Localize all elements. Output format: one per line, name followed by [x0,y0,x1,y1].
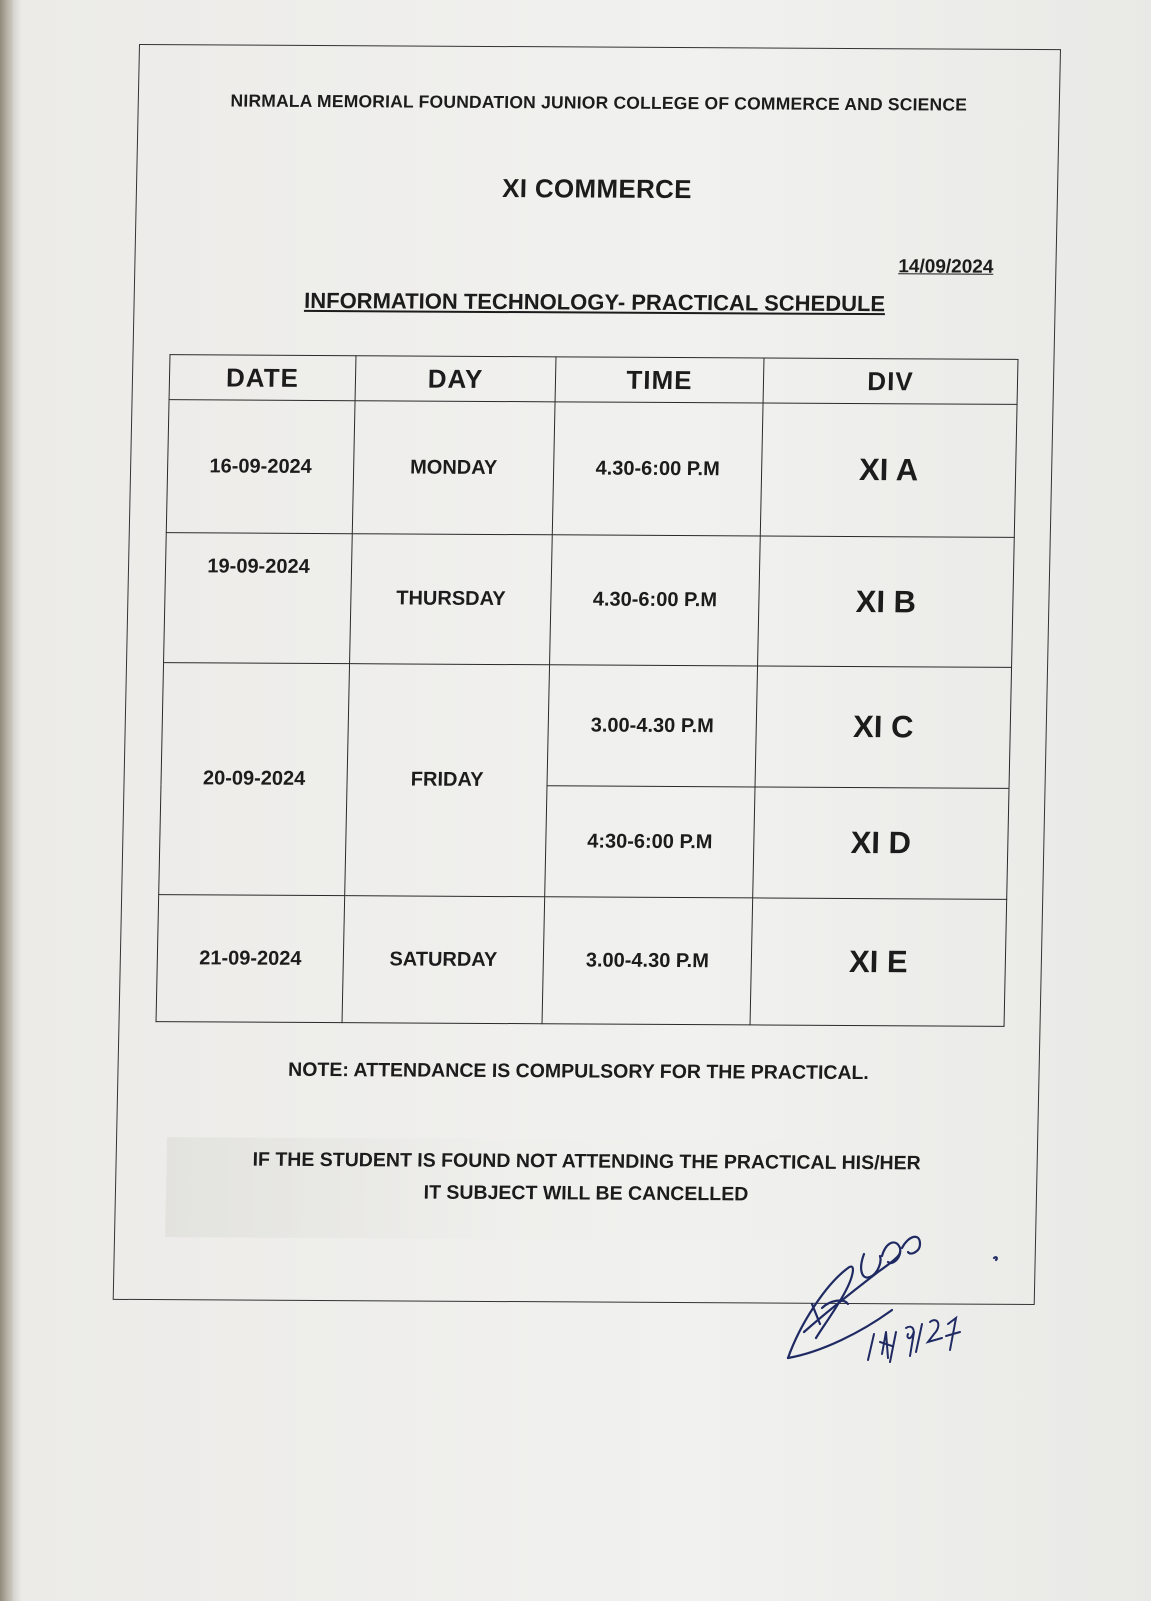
cell-day: THURSDAY [350,534,553,665]
schedule-table [156,354,1019,1027]
attendance-note: NOTE: ATTENDANCE IS COMPULSORY FOR THE PRACTICAL. [287,1058,870,1085]
cell-date: 20-09-2024 [159,663,350,896]
cell-day: MONDAY [352,401,555,535]
cell-div: XI E [750,898,1007,1026]
table-row [156,895,1007,1027]
cell-div: XI D [753,787,1009,899]
column-header-date: DATE [169,355,356,401]
warning-line-1: IF THE STUDENT IS FOUND NOT ATTENDING THE PRACTICAL HIS/HER [252,1148,921,1175]
document-date: 14/09/2024 [898,256,994,278]
cell-time: 4:30-6:00 P.M [545,786,755,898]
cell-time: 4.30-6:00 P.M [550,535,761,666]
column-header-day: DAY [355,356,556,402]
class-name: XI COMMERCE [501,173,693,205]
table-row [166,400,1017,538]
cell-date: 19-09-2024 [164,533,353,664]
cell-time: 4.30-6:00 P.M [552,402,763,536]
cell-date: 16-09-2024 [166,400,355,534]
table-header-row [169,355,1018,405]
column-header-time: TIME [555,357,764,403]
cell-date: 21-09-2024 [156,895,345,1023]
table-row [161,663,1012,789]
cell-time: 3.00-4.30 P.M [542,897,753,1025]
handwritten-signature [782,1212,1022,1372]
table-row [164,533,1015,668]
paper-edge-shadow [0,0,14,1601]
document-frame [113,44,1061,1305]
schedule-title: INFORMATION TECHNOLOGY- PRACTICAL SCHEDULE [303,287,886,317]
cell-div: XI C [755,666,1012,788]
column-header-div: DIV [763,358,1018,404]
warning-line-2: IT SUBJECT WILL BE CANCELLED [423,1181,749,1206]
college-name: NIRMALA MEMORIAL FOUNDATION JUNIOR COLLEGE OF COMMERCE AND SCIENCE [230,90,968,115]
cell-div: XI B [758,536,1015,667]
cell-div: XI A [760,403,1017,537]
cell-day: FRIDAY [345,664,550,897]
cell-day: SATURDAY [342,896,545,1024]
cell-time: 3.00-4.30 P.M [547,665,758,787]
